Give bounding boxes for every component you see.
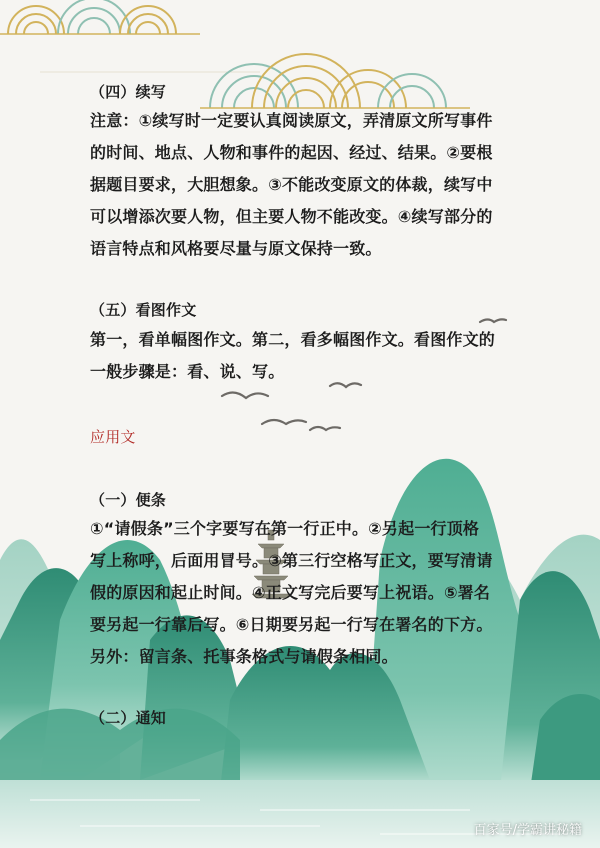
section-heading-notice: （二）通知 (90, 709, 167, 727)
section-heading-continuation: （四）续写 (90, 83, 167, 101)
section-heading-picture-writing: （五）看图作文 (90, 301, 197, 319)
paragraph-line: 假的原因和起止时间。④正文写完后要写上祝语。⑤署名 (90, 583, 491, 602)
section-heading-note: （一）便条 (90, 491, 167, 509)
paragraph-line: ①“请假条”三个字要写在第一行正中。②另起一行顶格 (90, 519, 480, 538)
paragraph-line: 要另起一行靠后写。⑥日期要另起一行写在署名的下方。 (90, 615, 493, 634)
paragraph-line: 注意：①续写时一定要认真阅读原文，弄清原文所写事件 (90, 111, 493, 130)
paragraph-line: 的时间、地点、人物和事件的起因、经过、结果。②要根 (90, 143, 493, 162)
paragraph-line: 一般步骤是：看、说、写。 (90, 362, 285, 381)
paragraph-line: 第一，看单幅图作文。第二，看多幅图作文。看图作文的 (90, 330, 496, 349)
paragraph-line: 可以增添次要人物，但主要人物不能改变。④续写部分的 (90, 207, 493, 226)
paragraph-line: 另外：留言条、托事条格式与请假条相同。 (90, 647, 398, 666)
paragraph-line: 语言特点和风格要尽量与原文保持一致。 (90, 239, 382, 258)
paragraph-line: 写上称呼，后面用冒号。③第三行空格写正文，要写清请 (90, 551, 493, 570)
source-watermark: 百家号/学霸讲秘籍 (473, 823, 582, 838)
category-title: 应用文 (90, 428, 136, 446)
paragraph-line: 据题目要求，大胆想象。③不能改变原文的体裁，续写中 (90, 175, 493, 194)
